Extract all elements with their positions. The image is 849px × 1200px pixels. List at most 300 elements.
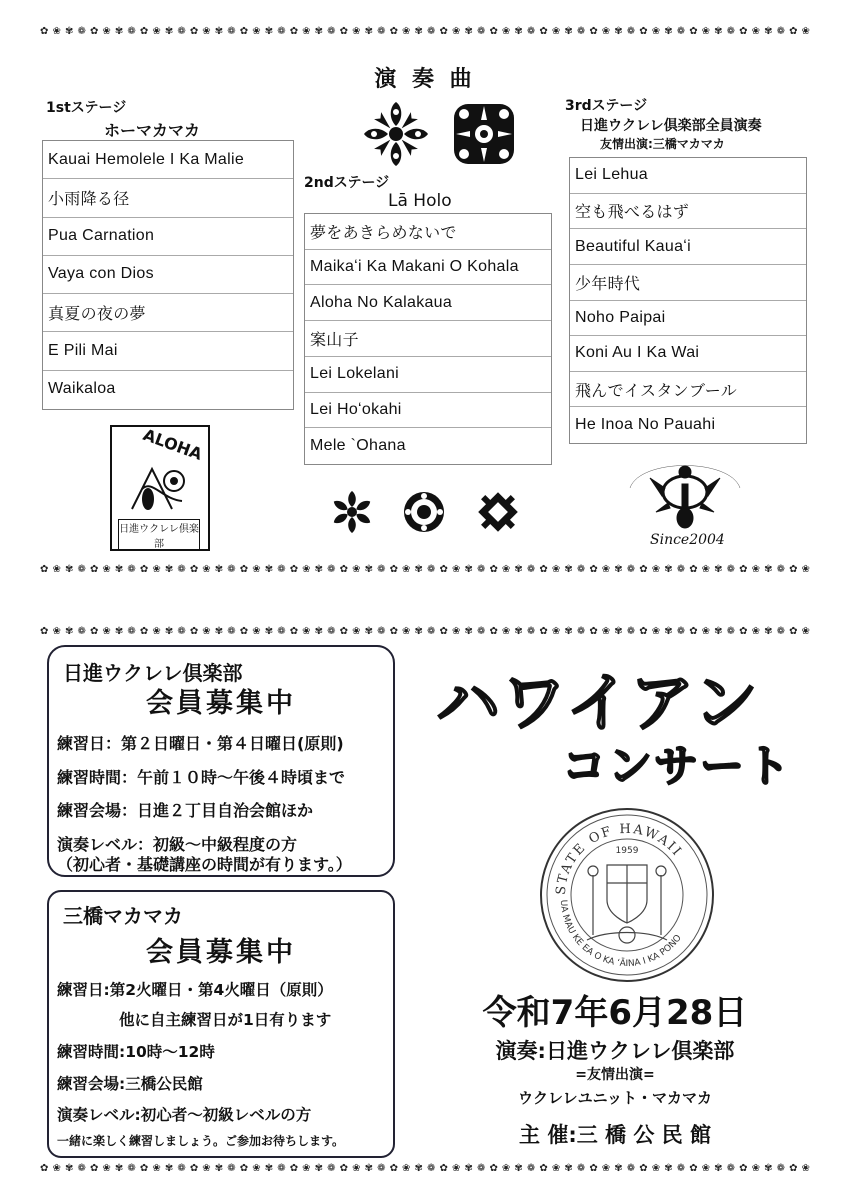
flower-border-icon: ❁ [526,564,536,575]
recruit-box-nisshin [47,645,395,877]
flower-border-icon: ❀ [651,626,661,637]
flower-border-icon: ✿ [189,564,199,575]
skill-level: 演奏レベル：初級～中級程度の方 [57,835,298,854]
flower-border-icon: ❁ [327,626,336,637]
song-row: Beautiful Kauaʻi [570,229,806,265]
flower-border-icon: ❀ [102,564,111,575]
song-row: 夢をあきらめないで [305,214,551,250]
guest-label: =友情出演= [575,1067,655,1083]
flower-border-icon: ❀ [52,626,61,637]
quilt-motif-icon [330,490,374,534]
flower-border-icon: ❀ [352,626,361,637]
flower-border-icon: ✿ [789,1163,798,1174]
logo-club-name: 日進ウクレレ倶楽部 [118,519,200,551]
flower-border-icon: ✿ [40,626,49,637]
song-row: 真夏の夜の夢 [43,294,293,332]
song-row: He Inoa No Pauahi [575,415,716,433]
flower-border-icon: ✿ [139,626,149,637]
flower-border-icon: ✿ [389,564,398,575]
flower-border-icon: ✾ [414,626,423,637]
flower-border-icon: ✿ [489,564,498,575]
flower-border-icon: ❀ [52,26,61,37]
flower-border-icon: ❀ [551,564,561,575]
flower-border-icon: ✿ [739,626,748,637]
flower-border-icon: ❁ [726,564,736,575]
flower-border-icon: ✿ [489,626,498,637]
flower-border-icon: ✿ [639,564,648,575]
flower-border-icon: ✾ [214,26,224,37]
flower-border-icon: ✿ [389,26,398,37]
stage1-title: ホーマカマカ [104,121,201,140]
flower-border-icon: ✾ [514,564,523,575]
flower-border-icon: ❀ [202,26,211,37]
flower-border-icon: ✿ [539,1163,548,1174]
flower-border-icon: ✿ [489,26,498,37]
flower-border-icon: ❁ [676,626,686,637]
logo-since-text: Since2004 [650,532,725,548]
flower-border-icon: ❁ [227,1163,236,1174]
song-row: Waikaloa [48,380,116,398]
flower-border-icon: ❁ [127,626,136,637]
flower-border-icon: ✿ [589,564,598,575]
flower-border-icon: ❀ [551,26,561,37]
flower-border-icon: ❀ [501,564,511,575]
flower-border-icon: ✿ [539,564,548,575]
flower-border-icon: ❁ [676,564,686,575]
flower-border-icon: ✾ [564,626,573,637]
flower-border-icon: ✾ [314,1163,324,1174]
flower-border-icon: ✾ [764,626,773,637]
flower-border-icon: ✿ [139,1163,149,1174]
flower-border-icon: ❁ [676,1163,686,1174]
song-row: Vaya con Dios [43,256,293,294]
song-row: 少年時代 [570,265,806,301]
song-row: Maikaʻi Ka Makani O Kohala [305,250,551,286]
flower-border-icon: ❀ [451,26,461,37]
song-row: 飛んでイスタンブール [570,372,806,408]
flower-border-icon: ❁ [127,564,136,575]
flower-border-icon: ✿ [239,626,249,637]
flower-border-icon: ❀ [451,626,461,637]
flower-border-icon: ❁ [427,26,436,37]
song-row: Kauai Hemolele I Ka Malie [43,141,293,179]
flower-border-icon: ❀ [701,564,711,575]
club-name: 日進ウクレレ倶楽部 [63,661,243,685]
performer: 演奏:日進ウクレレ倶楽部 [495,1039,735,1063]
flower-border-icon: ❀ [402,1163,411,1174]
flower-border-icon: ❀ [601,626,611,637]
flower-border-icon: ❀ [651,1163,661,1174]
flower-border-icon: ❁ [427,626,436,637]
flower-border-icon: ✿ [40,564,49,575]
flower-border-icon: ✿ [589,626,598,637]
flower-border-icon: ❀ [152,564,161,575]
flower-border-icon: ❁ [427,564,436,575]
flower-border-icon: ❁ [177,1163,186,1174]
svg-text:STATE OF HAWAII [554,822,685,895]
flower-border-icon: ✾ [514,26,523,37]
flower-border-icon: ❀ [451,564,461,575]
seal-motto-text: UA MAU KE EA O KA ʻĀINA I KA PONO [557,899,684,970]
flower-border-icon: ❀ [402,626,411,637]
song-row: Koni Au I Ka Wai [570,336,806,372]
flower-border-icon: ❀ [551,1163,561,1174]
flower-border-icon: ✿ [589,1163,598,1174]
song-row: Lei Hoʻokahi [305,393,551,429]
flower-border-icon: ✾ [164,626,174,637]
flower-border-icon: ❁ [476,1163,486,1174]
hawaii-seal-icon [537,805,717,985]
flower-border-icon: ✾ [664,26,673,37]
flower-border-icon: ✿ [639,26,648,37]
flower-border-icon: ✿ [339,26,349,37]
quilt-motif-icon [402,490,446,534]
flower-border-icon: ✾ [314,26,324,37]
bottom-border [40,1161,810,1177]
flower-border-icon: ✿ [639,626,648,637]
flower-border-icon: ✾ [264,1163,274,1174]
flower-border-icon: ❀ [152,1163,161,1174]
flower-border-icon: ✾ [364,1163,373,1174]
flower-border-icon: ❀ [601,26,611,37]
flower-border-icon: ✿ [139,564,149,575]
flower-border-icon: ✾ [214,564,224,575]
stage1-song-list [42,140,294,410]
flower-border-icon: ❁ [626,1163,636,1174]
flower-border-icon: ❀ [801,626,810,637]
flower-border-icon: ✿ [689,564,698,575]
flower-border-icon: ❀ [701,26,711,37]
flower-border-icon: ❁ [776,1163,785,1174]
flower-border-icon: ❁ [427,1163,436,1174]
flower-border-icon: ✾ [714,26,723,37]
flower-border-icon: ✾ [114,564,124,575]
flower-border-icon: ❁ [377,1163,386,1174]
flower-border-icon: ✿ [40,26,49,37]
flower-border-icon: ✿ [139,26,149,37]
skill-level: 演奏レベル:初心者～初級レベルの方 [57,1106,312,1124]
beginner-note: （初心者・基礎講座の時間が有ります。） [57,855,352,874]
flower-border-icon: ✾ [664,1163,673,1174]
flower-border-icon: ❀ [102,1163,111,1174]
flower-border-icon: ❀ [302,564,311,575]
recruit-box-mitsuhashi [47,890,395,1158]
flower-border-icon: ✿ [289,626,299,637]
flower-border-icon: ❁ [377,26,386,37]
flower-border-icon: ❁ [127,26,136,37]
flower-border-icon: ❁ [227,26,236,37]
flower-border-icon: ✾ [164,1163,174,1174]
flower-border-icon: ❁ [277,564,286,575]
flower-border-icon: ✾ [364,626,373,637]
flower-border-icon: ❀ [451,1163,461,1174]
song-row: Noho Paipai [570,301,806,337]
flower-border-icon: ✿ [89,564,99,575]
seal-year: 1959 [615,846,639,856]
flower-border-icon: ❁ [626,26,636,37]
flower-border-icon: ❁ [77,626,86,637]
stage1-label: 1stステージ [46,100,127,116]
flower-border-icon: ✾ [764,26,773,37]
flower-border-icon: ✾ [364,564,373,575]
flower-border-icon: ✾ [764,564,773,575]
flower-border-icon: ✿ [439,26,448,37]
stage3-label: 3rdステージ [565,98,648,114]
flower-border-icon: ✿ [389,626,398,637]
flower-border-icon: ❁ [177,626,186,637]
flower-border-icon: ❁ [576,626,586,637]
flower-border-icon: ❁ [327,26,336,37]
flower-border-icon: ✾ [664,626,673,637]
flower-border-icon: ✿ [789,626,798,637]
flower-border-icon: ❁ [776,26,785,37]
stage2-title: Lā Holo [388,191,452,211]
flower-border-icon: ❀ [202,626,211,637]
song-row: Lei Lokelani [305,357,551,393]
practice-day: 練習日：第２日曜日・第４日曜日(原則) [57,734,344,753]
flower-border-icon: ❀ [501,26,511,37]
flower-border-icon: ✿ [89,26,99,37]
flower-border-icon: ❀ [202,1163,211,1174]
flower-border-icon: ✿ [339,1163,349,1174]
flower-border-icon: ❁ [227,626,236,637]
flower-border-icon: ❀ [801,564,810,575]
flower-border-icon: ✿ [539,26,548,37]
flower-border-icon: ✿ [239,26,249,37]
flower-border-icon: ❁ [327,564,336,575]
flower-border-icon: ✾ [464,26,473,37]
flower-border-icon: ✿ [589,26,598,37]
flower-border-icon: ✿ [40,1163,49,1174]
hibiscus-icon [122,459,198,515]
stage3-title: 日進ウクレレ倶楽部全員演奏 [580,118,762,134]
flower-border-icon: ✾ [714,1163,723,1174]
flower-border-icon: ❁ [476,626,486,637]
flower-border-icon: ✾ [214,1163,224,1174]
flower-border-icon: ✿ [689,1163,698,1174]
flower-border-icon: ❀ [352,1163,361,1174]
flower-border-icon: ✿ [439,564,448,575]
flower-border-icon: ✾ [564,1163,573,1174]
flower-border-icon: ✾ [414,26,423,37]
flower-border-icon: ❀ [102,26,111,37]
flower-border-icon: ✿ [689,626,698,637]
flower-border-icon: ✾ [514,626,523,637]
flower-border-icon: ❀ [751,626,760,637]
flower-border-icon: ❀ [252,26,261,37]
flower-border-icon: ❀ [102,626,111,637]
flower-border-icon: ❀ [352,564,361,575]
flower-border-icon: ✿ [689,26,698,37]
flower-border-icon: ✾ [64,1163,74,1174]
flower-border-icon: ❀ [701,1163,711,1174]
flower-border-icon: ❁ [576,564,586,575]
flower-border-icon: ❀ [501,1163,511,1174]
flower-border-icon: ✿ [289,1163,299,1174]
practice-venue: 練習会場：日進２丁目自治会館ほか [57,801,314,820]
flower-border-icon: ❀ [152,26,161,37]
song-row: 案山子 [305,321,551,357]
practice-time: 練習時間：午前１０時～午後４時頃まで [57,768,346,787]
flower-border-icon: ✾ [564,26,573,37]
flower-border-icon: ❀ [751,1163,760,1174]
flower-border-icon: ✿ [739,564,748,575]
flower-border-icon: ✾ [314,626,324,637]
flower-border-icon: ✾ [614,626,623,637]
flower-border-icon: ✿ [189,26,199,37]
flower-border-icon: ✾ [114,1163,124,1174]
recruit-heading: 会員募集中 [146,937,296,968]
flower-border-icon: ✾ [714,564,723,575]
flower-border-icon: ✾ [614,1163,623,1174]
invitation: 一緒に楽しく練習しましょう。ご参加お待ちします。 [57,1134,345,1148]
flower-border-icon: ❁ [526,26,536,37]
flower-border-icon: ❁ [476,26,486,37]
flower-border-icon: ❀ [302,26,311,37]
quilt-motif-icon [362,100,430,168]
flower-border-icon: ✿ [439,1163,448,1174]
flower-border-icon: ✾ [364,26,373,37]
aloha-club-logo [110,425,210,551]
flower-border-icon: ✾ [64,26,74,37]
flower-border-icon: ✾ [564,564,573,575]
flower-border-icon: ❀ [501,626,511,637]
flower-border-icon: ❀ [52,564,61,575]
flower-border-icon: ❁ [726,626,736,637]
program-heading: 演 奏 曲 [374,67,476,92]
flower-border-icon: ✾ [414,1163,423,1174]
flower-border-icon: ✿ [89,626,99,637]
flower-border-icon: ❀ [601,1163,611,1174]
flower-border-icon: ❀ [352,26,361,37]
flower-border-icon: ❀ [302,1163,311,1174]
stage3-song-list [569,157,807,444]
flower-border-icon: ❀ [252,626,261,637]
flower-border-icon: ✿ [389,1163,398,1174]
flower-border-icon: ✾ [264,26,274,37]
flower-border-icon: ✾ [614,564,623,575]
flower-border-icon: ❁ [77,1163,86,1174]
flower-border-icon: ❁ [77,564,86,575]
song-row: 小雨降る径 [43,179,293,217]
flower-border-icon: ❁ [177,564,186,575]
recruit-heading: 会員募集中 [146,688,296,719]
flower-border-icon: ✾ [64,564,74,575]
flower-border-icon: ❀ [402,564,411,575]
flower-border-icon: ✾ [664,564,673,575]
club-name: 三橋マカマカ [63,904,183,928]
extra-practice: 他に自主練習日が1日有ります [119,1011,332,1029]
flower-border-icon: ❁ [726,1163,736,1174]
flower-border-icon: ✾ [464,564,473,575]
flower-border-icon: ❁ [526,1163,536,1174]
song-row: Pua Carnation [43,218,293,256]
flower-border-icon: ✾ [414,564,423,575]
turtle-club-logo [610,448,760,552]
practice-day: 練習日:第2火曜日・第4火曜日（原則） [57,981,333,999]
flower-border-icon: ❀ [751,26,760,37]
flower-border-icon: ❁ [776,564,785,575]
flower-border-icon: ✿ [439,626,448,637]
flower-border-icon: ❁ [576,26,586,37]
flower-border-icon: ✾ [764,1163,773,1174]
flower-border-icon: ❀ [801,26,810,37]
flower-border-icon: ❁ [576,1163,586,1174]
quilt-motif-icon [476,490,520,534]
flower-border-icon: ❁ [127,1163,136,1174]
guest-performer: ウクレレユニット・マカマカ [517,1089,713,1107]
flower-border-icon: ✿ [489,1163,498,1174]
flower-border-icon: ✾ [164,26,174,37]
song-row: 空も飛べるはず [570,194,806,230]
flower-border-icon: ❁ [177,26,186,37]
song-row: Mele `Ohana [310,436,406,454]
flower-border-icon: ❀ [302,626,311,637]
quilt-motif-icon [450,100,518,168]
flower-border-icon: ❁ [277,1163,286,1174]
flower-border-icon: ❁ [626,564,636,575]
flower-border-icon: ✾ [64,626,74,637]
flower-border-icon: ❁ [277,626,286,637]
flower-border-icon: ✾ [464,1163,473,1174]
flower-border-icon: ❀ [52,1163,61,1174]
flower-border-icon: ❀ [651,564,661,575]
flower-border-icon: ❁ [227,564,236,575]
flower-border-icon: ❁ [626,626,636,637]
flower-border-icon: ✿ [339,626,349,637]
title-hawaiian: ハワイアン [436,667,760,741]
logo-aloha-text: ALOHA [140,425,205,464]
flower-border-icon: ❀ [402,26,411,37]
flower-border-icon: ✾ [714,626,723,637]
seal-outer-text: STATE OF HAWAII [553,821,685,896]
flower-border-icon: ❁ [526,626,536,637]
song-row: Lei Lehua [570,158,806,194]
flower-border-icon: ✿ [189,626,199,637]
flower-border-icon: ✿ [639,1163,648,1174]
flower-border-icon: ❁ [377,626,386,637]
mid-border-2 [40,624,810,640]
flower-border-icon: ❁ [327,1163,336,1174]
mid-border-1 [40,562,810,578]
flower-border-icon: ✾ [264,626,274,637]
flower-border-icon: ✾ [464,626,473,637]
flower-border-icon: ✾ [514,1163,523,1174]
flower-border-icon: ✾ [114,626,124,637]
flower-border-icon: ✿ [189,1163,199,1174]
organizer: 主 催:三 橋 公 民 館 [519,1123,711,1147]
flower-border-icon: ❀ [152,626,161,637]
flower-border-icon: ❀ [252,564,261,575]
flower-border-icon: ✿ [539,626,548,637]
flower-border-icon: ✿ [89,1163,99,1174]
flower-border-icon: ✾ [314,564,324,575]
flower-border-icon: ✾ [214,626,224,637]
practice-venue: 練習会場:三橋公民館 [57,1075,203,1093]
flower-border-icon: ✿ [289,26,299,37]
turtle-icon [610,448,760,538]
flower-border-icon: ❀ [801,1163,810,1174]
stage2-song-list [304,213,552,465]
flower-border-icon: ✾ [114,26,124,37]
flower-border-icon: ❀ [751,564,760,575]
flower-border-icon: ✿ [239,564,249,575]
flower-border-icon: ✿ [339,564,349,575]
flower-border-icon: ✿ [739,1163,748,1174]
top-border [40,24,810,40]
flower-border-icon: ❁ [277,26,286,37]
flower-border-icon: ✾ [614,26,623,37]
